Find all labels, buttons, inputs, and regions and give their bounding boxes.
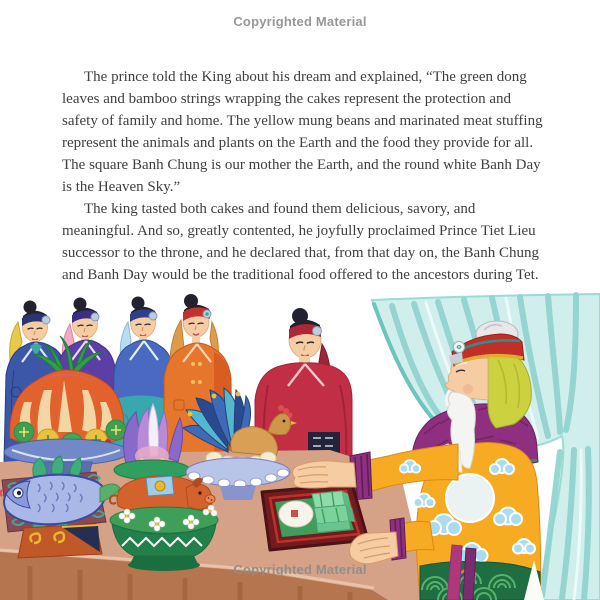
illustration-tet-offering-scene [0,290,600,600]
story-text [62,66,544,286]
story-paragraph-2: The king tasted both cakes and found them delicious, savory, and meaningful. And so, greatly contented, he joyfully proclaimed Prince Tiet Lieu successor to the throne, and he declared that, from that day on, the Banh Chung and Banh Day would be the traditional food offered to the ancestors during Tet. [62,201,539,283]
copyright-watermark-bottom: Copyrighted Material [233,562,367,577]
tray-banh-cakes [262,484,368,550]
story-paragraph-1: The prince told the King about his dream and explained, “The green dong leaves and bamboo strings wrapping the cakes represent the protection and safety of family and home. The yellow mung beans and marinated meat stuffing represent the animals and plants on the Earth and the food they provide for all. The square Banh Chung is our mother the Earth, and the round white Banh Day is the Heaven Sky.” [62,69,543,195]
copyright-watermark-top: Copyrighted Material [233,14,367,29]
